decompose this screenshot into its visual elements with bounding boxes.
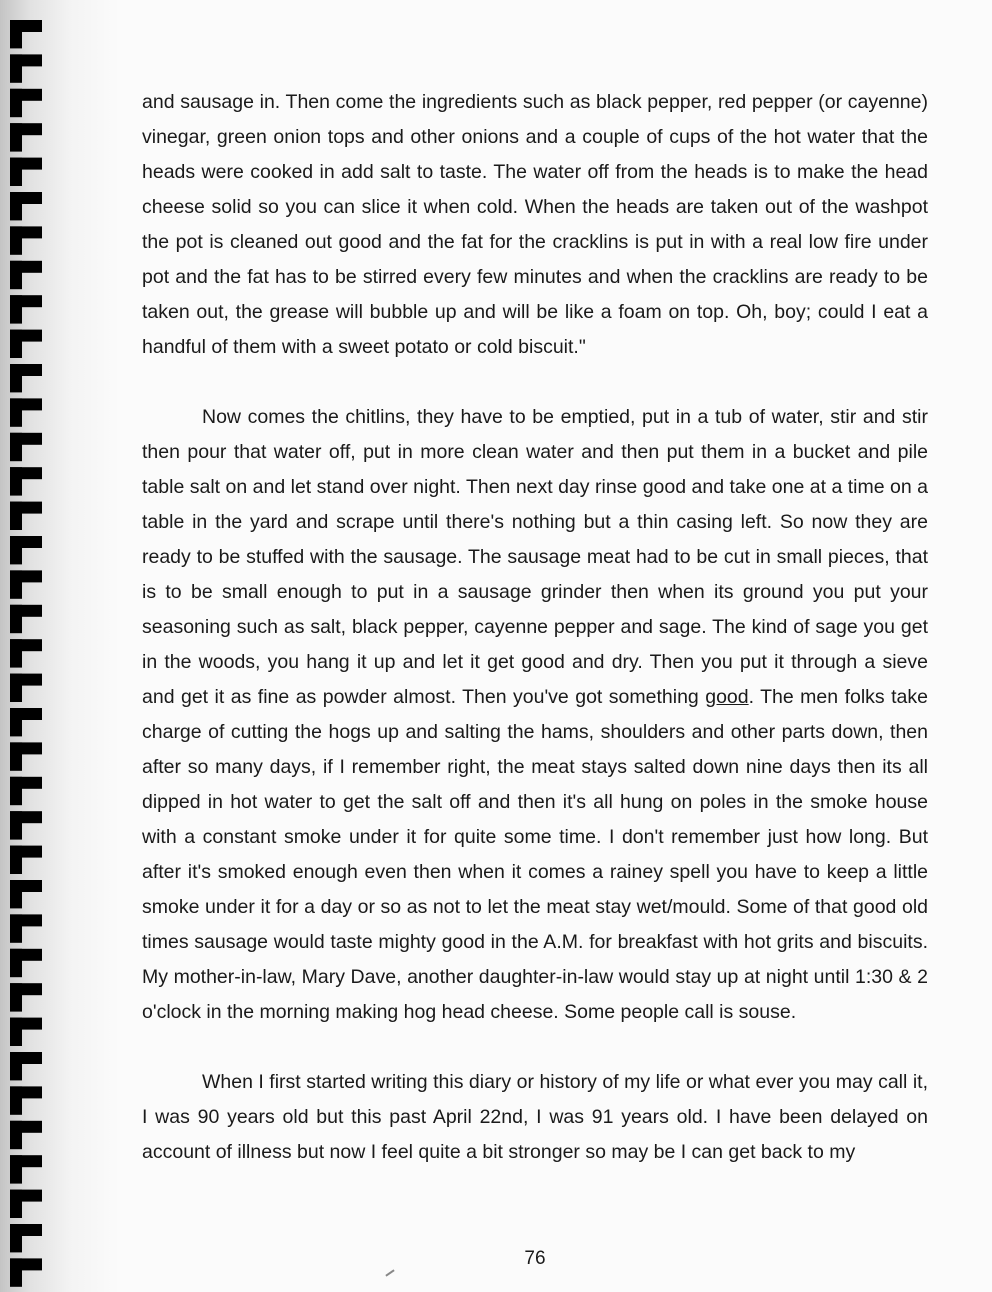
binding-tooth <box>10 1018 42 1030</box>
binding-tooth <box>10 261 42 273</box>
binding-tooth <box>10 674 42 686</box>
binding-tooth <box>10 846 42 858</box>
binding-tooth <box>10 192 42 204</box>
binding-tooth <box>10 20 42 32</box>
paragraph-2-text-before: Now comes the chitlins, they have to be emptied, put in a tub of water, stir and stir then pour that water off, put in more clean water and then put them in a bucket and pile table salt on and let stand over night. Then next day rinse good and take one at a time on a table in the yard and scrape until there's nothing but a thin casing left. So now they are ready to be stuffed with the sausage. The sausage meat had to be cut in small pieces, that is to be small enough to put in a sausage grinder then when its ground you put your seasoning such as salt, black pepper, cayenne pepper and sage. The kind of sage you get in the woods, you hang it up and let it get good and dry. Then you put it through a sieve and get it as fine as powder almost. Then you've got something <box>142 406 928 708</box>
binding-tooth <box>10 433 42 445</box>
binding-tooth <box>10 570 42 582</box>
binding-tooth <box>10 1052 42 1064</box>
binding-tooth <box>10 639 42 651</box>
paragraph-1: and sausage in. Then come the ingredients such as black pepper, red pepper (or cayenne) vinegar, green onion tops and other onions and a couple of cups of the hot water that the heads were cooked in add salt to taste. The water off from the heads is to make the head cheese solid so you can slice it when cold. When the heads are taken out of the washpot the pot is cleaned out good and the fat for the cracklins is put in with a real low fire under pot and the fat has to be stirred every few minutes and when the cracklins are ready to be taken out, the grease will bubble up and will be like a foam on top. Oh, boy; could I eat a handful of them with a sweet potato or cold biscuit." <box>142 91 928 358</box>
binding-tooth <box>10 1121 42 1133</box>
binding-tooth <box>10 467 42 479</box>
binding-tooth <box>10 949 42 961</box>
binding-tooth <box>10 880 42 892</box>
binding-tooth <box>10 158 42 170</box>
underlined-word: good <box>705 686 749 708</box>
binding-tooth <box>10 54 42 66</box>
binding-tooth <box>10 330 42 342</box>
paragraph-2-text-after: . The men folks take charge of cutting the hogs up and salting the hams, shoulders and other parts down, then after so many days, if I remember right, the meat stays salted down nine days then its all dipped in hot water to get the salt off and then it's all hung on poles in the smoke house with a constant smoke under it for quite some time. I don't remember just how long. But after it's smoked enough even then when it comes a rainey spell you have to keep a little smoke under it for a day or so as not to let the meat stay wet/mould. Some of that good old times sausage would taste mighty good in the A.M. for breakfast with hot grits and biscuits. My mother-in-law, Mary Dave, another daughter-in-law would stay up at night until 1:30 & 2 o'clock in the morning making hog head cheese. Some people call is souse. <box>142 686 928 1023</box>
binding-tooth <box>10 914 42 926</box>
binding-tooth <box>10 1190 42 1202</box>
binding-tooth <box>10 742 42 754</box>
body-text <box>142 85 928 1170</box>
binding-tooth <box>10 1086 42 1098</box>
stray-mark <box>385 1269 394 1276</box>
binding-tooth <box>10 1224 42 1236</box>
binding-tooth <box>10 536 42 548</box>
binding-tooth <box>10 89 42 101</box>
spiral-binding <box>0 0 60 1292</box>
page-number: 76 <box>524 1248 546 1269</box>
binding-tooth <box>10 295 42 307</box>
binding-tooth <box>10 605 42 617</box>
paragraph-3: When I first started writing this diary or history of my life or what ever you may call it, I was 90 years old but this past April 22nd, I was 91 years old. I have been delayed on account of illness but now I feel quite a bit stronger so may be I can get back to my <box>142 1071 928 1163</box>
binding-tooth <box>10 226 42 238</box>
binding-tooth <box>10 502 42 514</box>
binding-tooth <box>10 123 42 135</box>
binding-tooth <box>10 398 42 410</box>
binding-tooth <box>10 777 42 789</box>
paragraph-2 <box>142 400 928 1030</box>
binding-tooth <box>10 811 42 823</box>
binding-tooth <box>10 708 42 720</box>
binding-tooth <box>10 364 42 376</box>
binding-tooth <box>10 1155 42 1167</box>
binding-tooth <box>10 983 42 995</box>
